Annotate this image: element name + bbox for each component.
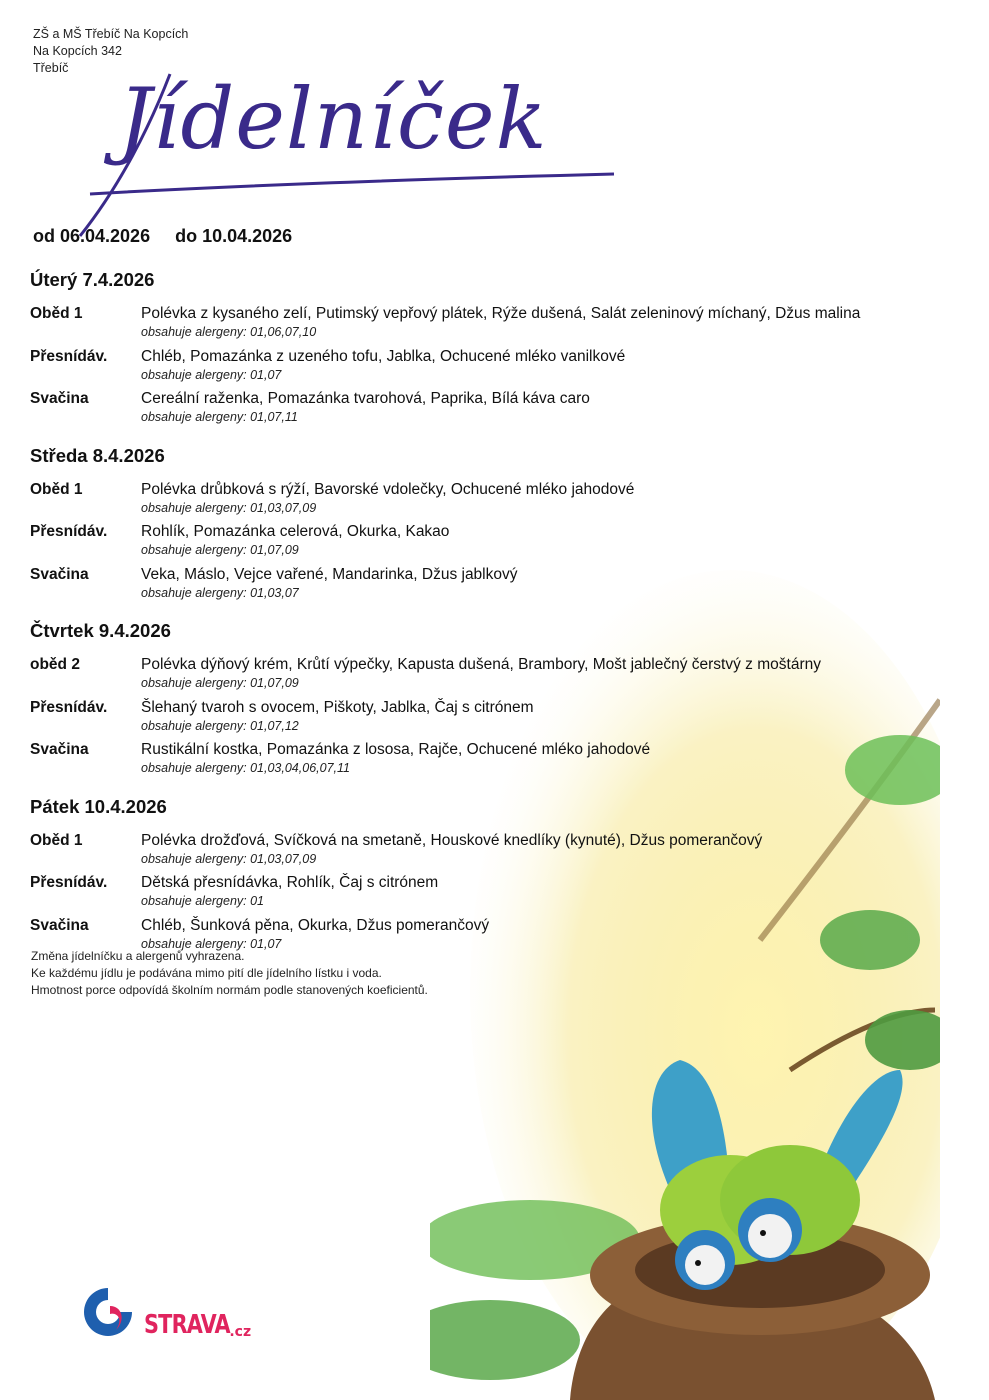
day-title: Středa 8.4.2026 xyxy=(30,444,165,466)
day-block xyxy=(30,442,930,608)
meal-allergens: obsahuje alergeny: 01 xyxy=(141,894,265,908)
date-range xyxy=(33,226,292,247)
meal-row xyxy=(30,480,930,523)
meal-row xyxy=(30,522,930,565)
meal-food: Chléb, Šunková pěna, Okurka, Džus pomerančový xyxy=(141,916,490,934)
day-block xyxy=(30,793,930,959)
school-street: Na Kopcích 342 xyxy=(33,44,122,58)
meal-label: Přesnídáv. xyxy=(30,523,108,540)
strava-swirl-icon xyxy=(80,1284,136,1340)
meal-food: Veka, Máslo, Vejce vařené, Mandarinka, Džus jablkový xyxy=(141,565,518,583)
meal-row xyxy=(30,389,930,432)
school-city: Třebíč xyxy=(33,61,69,75)
day-block xyxy=(30,266,930,432)
weekly-menu xyxy=(30,266,930,968)
meal-allergens: obsahuje alergeny: 01,03,07,09 xyxy=(141,500,317,515)
meal-label: Oběd 1 xyxy=(30,831,83,849)
logo-suffix: .cz xyxy=(229,1324,252,1340)
meal-allergens: obsahuje alergeny: 01,03,07 xyxy=(141,585,299,600)
footnotes xyxy=(31,948,428,999)
meal-label: Přesnídáv. xyxy=(30,874,108,891)
meal-row xyxy=(30,698,930,741)
meal-food: Polévka z kysaného zelí, Putimský vepřový plátek, Rýže dušená, Salát zeleninový míchaný, Džus malina xyxy=(141,305,861,322)
meal-allergens: obsahuje alergeny: 01,07,11 xyxy=(141,410,298,424)
day-block xyxy=(30,617,930,783)
meal-food: Rohlík, Pomazánka celerová, Okurka, Kakao xyxy=(141,523,450,540)
meal-row xyxy=(30,831,930,874)
note-line: Změna jídelníčku a alergenů vyhrazena. xyxy=(31,949,245,963)
meal-label: Přesnídáv. xyxy=(30,347,108,365)
meal-allergens: obsahuje alergeny: 01,07,09 xyxy=(141,543,299,557)
meal-food: Chléb, Pomazánka z uzeného tofu, Jablka, Ochucené mléko vanilkové xyxy=(141,347,626,365)
range-to: do 10.04.2026 xyxy=(175,226,293,246)
meal-allergens: obsahuje alergeny: 01,07 xyxy=(141,936,282,951)
strava-logo xyxy=(80,1284,251,1340)
meal-row xyxy=(30,655,930,698)
meal-food: Rustikální kostka, Pomazánka z lososa, Rajče, Ochucené mléko jahodové xyxy=(141,741,651,758)
meal-label: Oběd 1 xyxy=(30,305,83,322)
note-line: Ke každému jídlu je podávána mimo pití dle jídelního lístku i voda. xyxy=(31,966,382,980)
meal-food: Dětská přesnídávka, Rohlík, Čaj s citrónem xyxy=(141,874,439,891)
day-title: Čtvrtek 9.4.2026 xyxy=(30,620,171,641)
school-name: ZŠ a MŠ Třebíč Na Kopcích xyxy=(33,27,189,41)
meal-row xyxy=(30,740,930,783)
page-title: Jídelníček xyxy=(118,70,548,168)
meal-allergens: obsahuje alergeny: 01,07,09 xyxy=(141,676,299,690)
meal-allergens: obsahuje alergeny: 01,03,04,06,07,11 xyxy=(141,761,350,775)
note-line: Hmotnost porce odpovídá školním normám podle stanovených koeficientů. xyxy=(31,983,428,997)
meal-food: Polévka drůbková s rýží, Bavorské vdolečky, Ochucené mléko jahodové xyxy=(141,480,635,498)
meal-label: oběd 2 xyxy=(30,656,80,673)
day-title: Pátek 10.4.2026 xyxy=(30,795,167,817)
range-from: od 06.04.2026 xyxy=(33,226,151,246)
meal-label: Svačina xyxy=(30,916,89,934)
meal-row xyxy=(30,565,930,608)
logo-text: STRAVA xyxy=(144,1310,230,1340)
meal-row xyxy=(30,347,930,390)
meal-label: Svačina xyxy=(30,565,89,583)
meal-allergens: obsahuje alergeny: 01,06,07,10 xyxy=(141,325,317,339)
meal-food: Cereální raženka, Pomazánka tvarohová, Paprika, Bílá káva caro xyxy=(141,390,590,407)
meal-label: Svačina xyxy=(30,390,89,407)
day-title: Úterý 7.4.2026 xyxy=(30,269,155,290)
meal-food: Šlehaný tvaroh s ovocem, Piškoty, Jablka, Čaj s citrónem xyxy=(141,698,534,716)
meal-label: Svačina xyxy=(30,741,89,758)
meal-allergens: obsahuje alergeny: 01,07 xyxy=(141,367,282,382)
meal-allergens: obsahuje alergeny: 01,03,07,09 xyxy=(141,851,317,866)
meal-food: Polévka dýňový krém, Krůtí výpečky, Kapusta dušená, Brambory, Mošt jablečný čerstvý z moštárny xyxy=(141,656,821,673)
meal-label: Oběd 1 xyxy=(30,480,83,498)
meal-row xyxy=(30,304,930,347)
meal-row xyxy=(30,873,930,916)
meal-food: Polévka drožďová, Svíčková na smetaně, Houskové knedlíky (kynuté), Džus pomerančový xyxy=(141,831,763,849)
meal-allergens: obsahuje alergeny: 01,07,12 xyxy=(141,718,299,733)
meal-label: Přesnídáv. xyxy=(30,698,108,716)
